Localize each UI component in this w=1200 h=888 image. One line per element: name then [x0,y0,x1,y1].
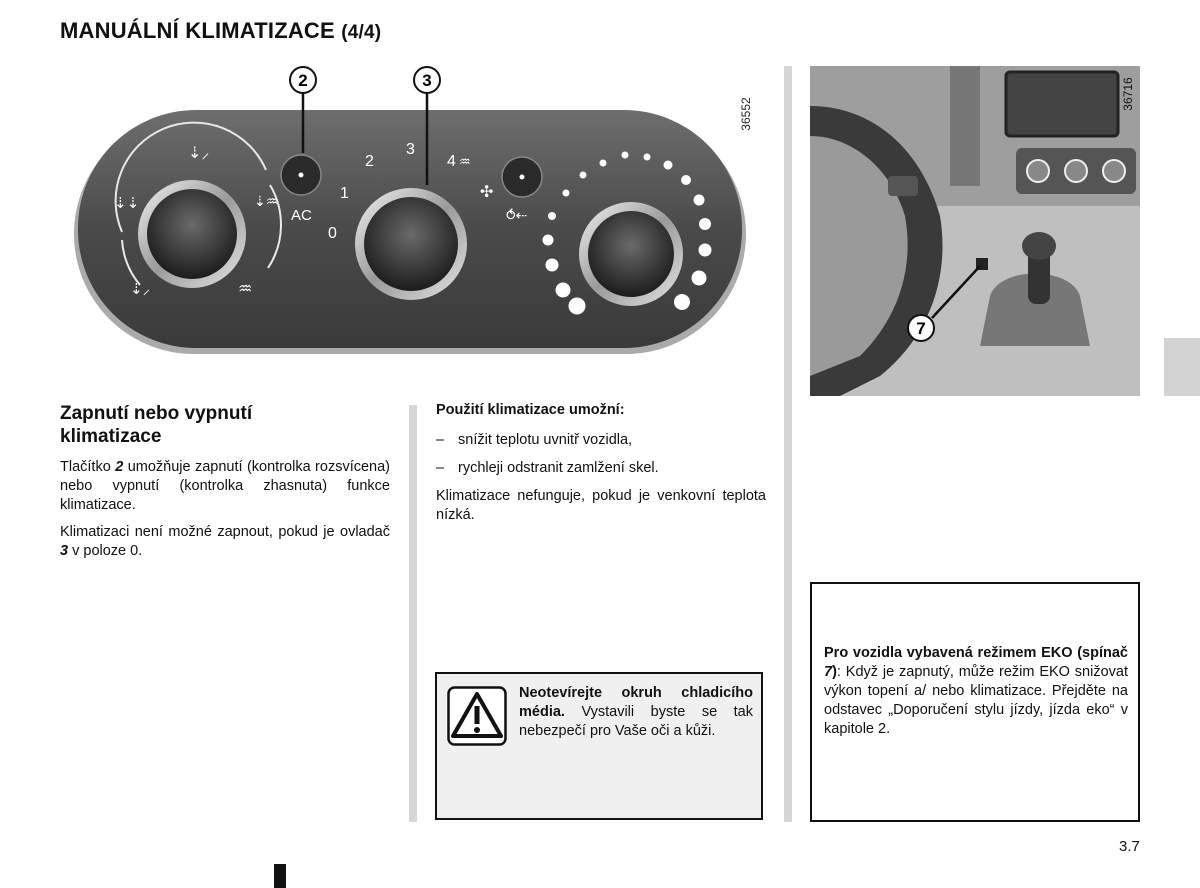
fan-icon: ✣ [480,184,494,201]
photo-knob-right [1103,160,1125,182]
warning-box [435,672,763,820]
page-marker [274,864,286,888]
air-vent [950,66,980,186]
airflow-face-icon: ⇣⸝ [188,145,210,162]
climate-panel-figure [70,60,770,360]
page-title [60,18,381,44]
list-item [436,431,632,450]
column-divider-middle [409,405,417,822]
callout-7-label: 7 [916,319,926,338]
ac-label: AC [291,207,312,224]
warning-text-body: Vystavili byste se tak nebezpečí pro Vaše oči a kůži. [519,704,753,739]
fan-speed-4: 4 [447,153,456,170]
panel-figure-code: 36552 [739,97,753,131]
photo-figure-code: 36716 [1121,77,1135,111]
fan-speed-0: 0 [328,225,337,242]
ac-button-led [299,173,304,178]
ac-toggle-paragraph: Tlačítko 2 umožňuje zapnutí (kontrolka rozsvícena) nebo vypnutí (kontrolka zhasnuta) funkce klimatizace. [60,459,390,513]
eco-mode-text-bold: Pro vozidla vybavená režimem EKO (spínač 7) [824,645,1128,680]
photo-knob-left [1027,160,1049,182]
eco-mode-box [810,582,1140,822]
rear-defrost-icon: ♒ [459,154,471,169]
airflow-feet-icon: ⇣⸝ [130,281,151,298]
list-item [436,459,659,478]
fan-speed-2: 2 [365,153,374,170]
list-dash: – [436,432,445,448]
chapter-tab [1164,338,1200,396]
section-heading: Zapnutí nebo vypnutí klimatizace [60,403,253,447]
airflow-feet-windscreen-icon: ⇣♒ [254,193,279,209]
low-temperature-note: Klimatizace nefunguje, pokud je venkovní teplota nízká. [436,488,766,523]
recirculation-led [520,175,525,180]
mode-knob [147,189,237,279]
callout-2-label: 2 [298,71,308,90]
usage-heading: Použití klimatizace umožní: [436,402,625,418]
ac-unavailable-paragraph: Klimatizaci není možné zapnout, pokud je ovladač 3 v poloze 0. [60,524,390,559]
wheel-button [888,176,918,196]
list-item-text: rychleji odstranit zamlžení skel. [458,460,659,476]
fan-speed-3: 3 [406,141,415,158]
infotainment-screen [1006,72,1118,136]
eco-mode-text [824,644,1128,739]
page-title-main: MANUÁLNÍ KLIMATIZACE [60,18,335,43]
temperature-knob [588,211,674,297]
defrost-icon: ♒ [238,281,253,298]
recirculation-icon: ⥀⇠ [506,207,528,223]
page-title-suffix: (4/4) [341,22,382,43]
callout-3-label: 3 [422,71,432,90]
column-divider-right [784,66,792,822]
list-dash: – [436,460,445,476]
warning-text [519,684,753,741]
eco-mode-text-body: : Když je zapnutý, může režim EKO snižovat výkon topení a/ nebo klimatizace. Přejděte na odstavec „Doporučení stylu jízdy, jízda eko“ v kapitole 2. [824,664,1128,737]
warning-text-bold: Neotevírejte okruh chladicího média. [519,685,753,720]
photo-knob-middle [1065,160,1087,182]
list-item-text: snížit teplotu uvnitř vozidla, [458,432,633,448]
warning-triangle-icon [447,686,507,746]
fan-speed-1: 1 [340,185,349,202]
page-number: 3.7 [1119,838,1140,855]
dashboard-photo [810,66,1140,396]
gear-knob [1022,232,1056,260]
fan-knob [364,197,458,291]
airflow-face-feet-icon: ⇣⇣ [114,195,140,212]
